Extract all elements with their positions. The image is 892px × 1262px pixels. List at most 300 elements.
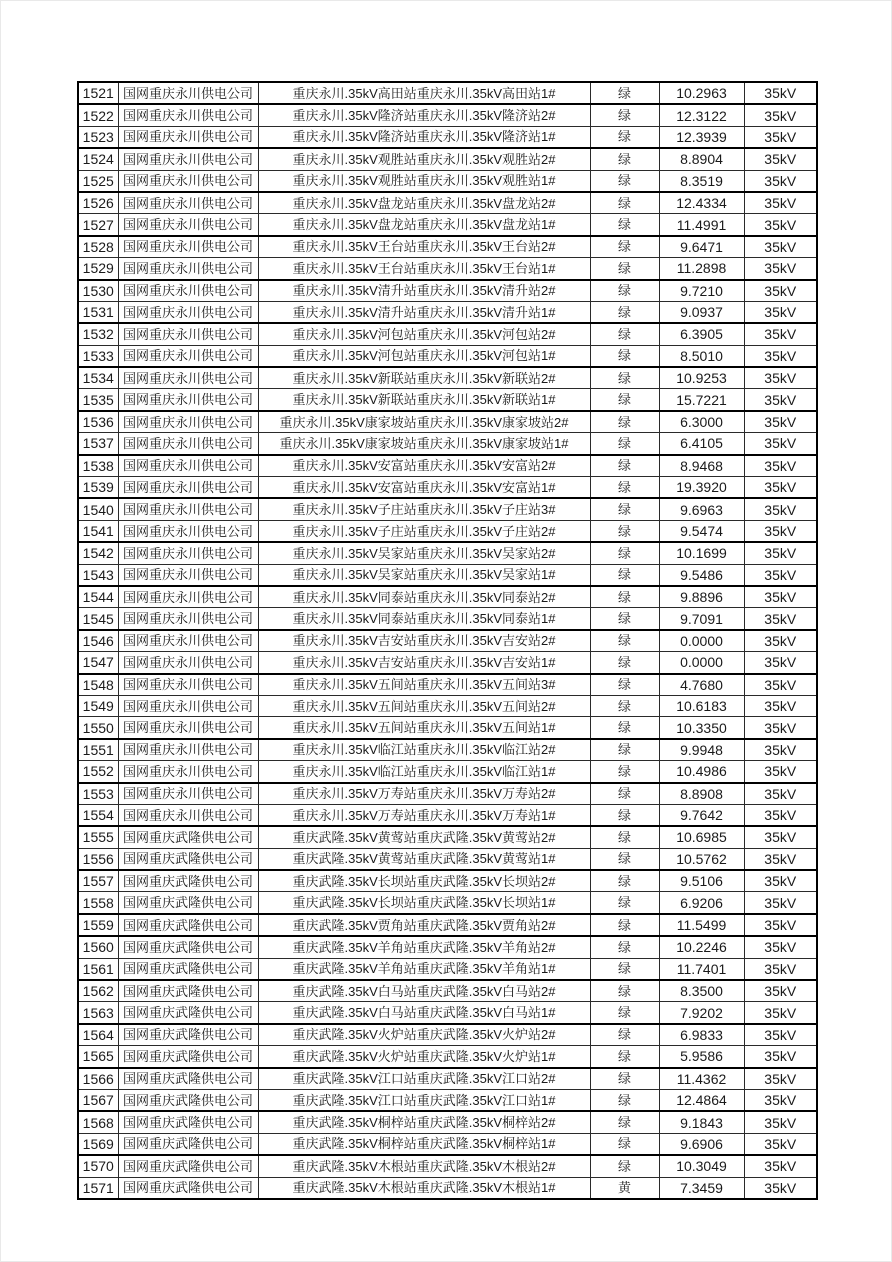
status-cell: 绿	[590, 1024, 659, 1046]
transformer-cell: 重庆永川.35kV吉安站重庆永川.35kV吉安站1#	[258, 652, 590, 674]
row-number-cell: 1534	[78, 367, 118, 389]
table-row	[78, 104, 817, 126]
company-cell: 国网重庆永川供电公司	[118, 674, 258, 696]
status-cell: 绿	[590, 258, 659, 280]
company-cell: 国网重庆武隆供电公司	[118, 1024, 258, 1046]
row-number-cell: 1536	[78, 411, 118, 433]
company-cell: 国网重庆永川供电公司	[118, 695, 258, 716]
row-number-cell: 1556	[78, 848, 118, 870]
company-cell: 国网重庆永川供电公司	[118, 280, 258, 302]
status-cell: 绿	[590, 301, 659, 323]
table-row	[78, 739, 817, 761]
value-cell: 6.3000	[659, 411, 744, 433]
table-row	[78, 542, 817, 564]
table-row	[78, 826, 817, 848]
value-cell: 15.7221	[659, 389, 744, 411]
voltage-cell: 35kV	[744, 761, 817, 783]
table-row	[78, 564, 817, 586]
value-cell: 10.5762	[659, 848, 744, 870]
company-cell: 国网重庆永川供电公司	[118, 345, 258, 367]
transformer-cell: 重庆武隆.35kV黄莺站重庆武隆.35kV黄莺站1#	[258, 848, 590, 870]
transformer-cell: 重庆永川.35kV五间站重庆永川.35kV五间站2#	[258, 695, 590, 716]
status-cell: 绿	[590, 280, 659, 302]
status-cell: 绿	[590, 739, 659, 761]
company-cell: 国网重庆永川供电公司	[118, 520, 258, 542]
table-row	[78, 258, 817, 280]
value-cell: 9.5106	[659, 870, 744, 892]
status-cell: 绿	[590, 542, 659, 564]
row-number-cell: 1560	[78, 936, 118, 958]
row-number-cell: 1550	[78, 717, 118, 739]
transformer-cell: 重庆武隆.35kV木根站重庆武隆.35kV木根站1#	[258, 1177, 590, 1199]
row-number-cell: 1552	[78, 761, 118, 783]
row-number-cell: 1565	[78, 1046, 118, 1068]
row-number-cell: 1523	[78, 126, 118, 148]
substation-table	[77, 81, 818, 1200]
company-cell: 国网重庆武隆供电公司	[118, 1089, 258, 1111]
voltage-cell: 35kV	[744, 630, 817, 652]
status-cell: 绿	[590, 1002, 659, 1024]
company-cell: 国网重庆武隆供电公司	[118, 1155, 258, 1177]
row-number-cell: 1568	[78, 1111, 118, 1133]
company-cell: 国网重庆永川供电公司	[118, 717, 258, 739]
company-cell: 国网重庆永川供电公司	[118, 367, 258, 389]
status-cell: 绿	[590, 1133, 659, 1155]
value-cell: 12.4864	[659, 1089, 744, 1111]
table-body	[78, 82, 817, 1199]
transformer-cell: 重庆永川.35kV临江站重庆永川.35kV临江站1#	[258, 761, 590, 783]
value-cell: 9.5486	[659, 564, 744, 586]
voltage-cell: 35kV	[744, 104, 817, 126]
table-row	[78, 695, 817, 716]
company-cell: 国网重庆永川供电公司	[118, 586, 258, 608]
transformer-cell: 重庆永川.35kV吴家站重庆永川.35kV吴家站2#	[258, 542, 590, 564]
voltage-cell: 35kV	[744, 848, 817, 870]
company-cell: 国网重庆永川供电公司	[118, 564, 258, 586]
company-cell: 国网重庆武隆供电公司	[118, 826, 258, 848]
company-cell: 国网重庆永川供电公司	[118, 170, 258, 192]
status-cell: 绿	[590, 804, 659, 826]
company-cell: 国网重庆永川供电公司	[118, 148, 258, 170]
company-cell: 国网重庆武隆供电公司	[118, 892, 258, 914]
row-number-cell: 1562	[78, 980, 118, 1002]
value-cell: 11.4362	[659, 1068, 744, 1090]
status-cell: 绿	[590, 1046, 659, 1068]
transformer-cell: 重庆武隆.35kV江口站重庆武隆.35kV江口站2#	[258, 1068, 590, 1090]
table-row	[78, 345, 817, 367]
table-row	[78, 433, 817, 455]
transformer-cell: 重庆武隆.35kV江口站重庆武隆.35kV江口站1#	[258, 1089, 590, 1111]
company-cell: 国网重庆永川供电公司	[118, 411, 258, 433]
transformer-cell: 重庆永川.35kV同泰站重庆永川.35kV同泰站2#	[258, 586, 590, 608]
status-cell: 绿	[590, 455, 659, 477]
row-number-cell: 1538	[78, 455, 118, 477]
company-cell: 国网重庆武隆供电公司	[118, 936, 258, 958]
status-cell: 绿	[590, 586, 659, 608]
voltage-cell: 35kV	[744, 695, 817, 716]
status-cell: 绿	[590, 520, 659, 542]
voltage-cell: 35kV	[744, 674, 817, 696]
value-cell: 9.6471	[659, 236, 744, 258]
value-cell: 12.3122	[659, 104, 744, 126]
voltage-cell: 35kV	[744, 280, 817, 302]
value-cell: 5.9586	[659, 1046, 744, 1068]
table-row	[78, 848, 817, 870]
table-row	[78, 455, 817, 477]
row-number-cell: 1559	[78, 914, 118, 936]
voltage-cell: 35kV	[744, 936, 817, 958]
table-row	[78, 1068, 817, 1090]
voltage-cell: 35kV	[744, 608, 817, 630]
value-cell: 11.5499	[659, 914, 744, 936]
value-cell: 9.7091	[659, 608, 744, 630]
row-number-cell: 1537	[78, 433, 118, 455]
value-cell: 8.3500	[659, 980, 744, 1002]
voltage-cell: 35kV	[744, 826, 817, 848]
row-number-cell: 1558	[78, 892, 118, 914]
table-row	[78, 192, 817, 214]
voltage-cell: 35kV	[744, 301, 817, 323]
company-cell: 国网重庆武隆供电公司	[118, 1046, 258, 1068]
value-cell: 10.3350	[659, 717, 744, 739]
row-number-cell: 1532	[78, 323, 118, 345]
value-cell: 9.7642	[659, 804, 744, 826]
company-cell: 国网重庆永川供电公司	[118, 608, 258, 630]
value-cell: 6.4105	[659, 433, 744, 455]
value-cell: 6.9206	[659, 892, 744, 914]
value-cell: 6.3905	[659, 323, 744, 345]
value-cell: 10.3049	[659, 1155, 744, 1177]
row-number-cell: 1524	[78, 148, 118, 170]
row-number-cell: 1522	[78, 104, 118, 126]
company-cell: 国网重庆永川供电公司	[118, 323, 258, 345]
transformer-cell: 重庆永川.35kV清升站重庆永川.35kV清升站1#	[258, 301, 590, 323]
company-cell: 国网重庆永川供电公司	[118, 652, 258, 674]
status-cell: 绿	[590, 630, 659, 652]
transformer-cell: 重庆永川.35kV王台站重庆永川.35kV王台站1#	[258, 258, 590, 280]
row-number-cell: 1545	[78, 608, 118, 630]
status-cell: 绿	[590, 192, 659, 214]
company-cell: 国网重庆永川供电公司	[118, 104, 258, 126]
status-cell: 绿	[590, 652, 659, 674]
value-cell: 10.6183	[659, 695, 744, 716]
table-row	[78, 717, 817, 739]
status-cell: 绿	[590, 980, 659, 1002]
row-number-cell: 1528	[78, 236, 118, 258]
voltage-cell: 35kV	[744, 1177, 817, 1199]
status-cell: 绿	[590, 126, 659, 148]
status-cell: 绿	[590, 477, 659, 499]
value-cell: 9.0937	[659, 301, 744, 323]
company-cell: 国网重庆永川供电公司	[118, 82, 258, 104]
company-cell: 国网重庆武隆供电公司	[118, 1002, 258, 1024]
table-row	[78, 652, 817, 674]
transformer-cell: 重庆武隆.35kV黄莺站重庆武隆.35kV黄莺站2#	[258, 826, 590, 848]
transformer-cell: 重庆武隆.35kV火炉站重庆武隆.35kV火炉站2#	[258, 1024, 590, 1046]
voltage-cell: 35kV	[744, 455, 817, 477]
value-cell: 9.9948	[659, 739, 744, 761]
voltage-cell: 35kV	[744, 1133, 817, 1155]
status-cell: 绿	[590, 82, 659, 104]
value-cell: 4.7680	[659, 674, 744, 696]
status-cell: 绿	[590, 1089, 659, 1111]
value-cell: 10.4986	[659, 761, 744, 783]
transformer-cell: 重庆永川.35kV隆济站重庆永川.35kV隆济站1#	[258, 126, 590, 148]
voltage-cell: 35kV	[744, 739, 817, 761]
row-number-cell: 1566	[78, 1068, 118, 1090]
company-cell: 国网重庆永川供电公司	[118, 804, 258, 826]
table-row	[78, 477, 817, 499]
voltage-cell: 35kV	[744, 411, 817, 433]
row-number-cell: 1543	[78, 564, 118, 586]
row-number-cell: 1521	[78, 82, 118, 104]
table-row	[78, 389, 817, 411]
voltage-cell: 35kV	[744, 870, 817, 892]
value-cell: 6.9833	[659, 1024, 744, 1046]
transformer-cell: 重庆永川.35kV子庄站重庆永川.35kV子庄站2#	[258, 520, 590, 542]
table-row	[78, 914, 817, 936]
value-cell: 12.4334	[659, 192, 744, 214]
row-number-cell: 1544	[78, 586, 118, 608]
value-cell: 11.7401	[659, 958, 744, 980]
table-row	[78, 608, 817, 630]
value-cell: 8.3519	[659, 170, 744, 192]
transformer-cell: 重庆永川.35kV观胜站重庆永川.35kV观胜站2#	[258, 148, 590, 170]
status-cell: 绿	[590, 345, 659, 367]
company-cell: 国网重庆武隆供电公司	[118, 1111, 258, 1133]
table-row	[78, 892, 817, 914]
table-row	[78, 804, 817, 826]
transformer-cell: 重庆武隆.35kV桐梓站重庆武隆.35kV桐梓站2#	[258, 1111, 590, 1133]
table-row	[78, 674, 817, 696]
table-row	[78, 1089, 817, 1111]
transformer-cell: 重庆武隆.35kV羊角站重庆武隆.35kV羊角站1#	[258, 958, 590, 980]
table-row	[78, 870, 817, 892]
status-cell: 绿	[590, 870, 659, 892]
voltage-cell: 35kV	[744, 323, 817, 345]
table-row	[78, 586, 817, 608]
table-row	[78, 82, 817, 104]
transformer-cell: 重庆武隆.35kV桐梓站重庆武隆.35kV桐梓站1#	[258, 1133, 590, 1155]
company-cell: 国网重庆永川供电公司	[118, 301, 258, 323]
status-cell: 绿	[590, 564, 659, 586]
voltage-cell: 35kV	[744, 345, 817, 367]
table-row	[78, 1177, 817, 1199]
status-cell: 绿	[590, 498, 659, 520]
status-cell: 绿	[590, 608, 659, 630]
table-row	[78, 126, 817, 148]
status-cell: 绿	[590, 848, 659, 870]
transformer-cell: 重庆永川.35kV隆济站重庆永川.35kV隆济站2#	[258, 104, 590, 126]
row-number-cell: 1526	[78, 192, 118, 214]
transformer-cell: 重庆永川.35kV新联站重庆永川.35kV新联站2#	[258, 367, 590, 389]
company-cell: 国网重庆永川供电公司	[118, 214, 258, 236]
voltage-cell: 35kV	[744, 477, 817, 499]
row-number-cell: 1525	[78, 170, 118, 192]
status-cell: 绿	[590, 783, 659, 805]
status-cell: 绿	[590, 433, 659, 455]
table-row	[78, 630, 817, 652]
status-cell: 绿	[590, 1155, 659, 1177]
row-number-cell: 1571	[78, 1177, 118, 1199]
table-row	[78, 1111, 817, 1133]
table-row	[78, 236, 817, 258]
company-cell: 国网重庆武隆供电公司	[118, 980, 258, 1002]
voltage-cell: 35kV	[744, 192, 817, 214]
status-cell: 绿	[590, 148, 659, 170]
voltage-cell: 35kV	[744, 1089, 817, 1111]
table-row	[78, 214, 817, 236]
table-row	[78, 1046, 817, 1068]
company-cell: 国网重庆永川供电公司	[118, 258, 258, 280]
status-cell: 绿	[590, 104, 659, 126]
value-cell: 9.6963	[659, 498, 744, 520]
value-cell: 9.6906	[659, 1133, 744, 1155]
transformer-cell: 重庆永川.35kV安富站重庆永川.35kV安富站1#	[258, 477, 590, 499]
status-cell: 绿	[590, 958, 659, 980]
value-cell: 0.0000	[659, 652, 744, 674]
status-cell: 绿	[590, 717, 659, 739]
company-cell: 国网重庆永川供电公司	[118, 498, 258, 520]
table-row	[78, 980, 817, 1002]
table-row	[78, 170, 817, 192]
transformer-cell: 重庆永川.35kV子庄站重庆永川.35kV子庄站3#	[258, 498, 590, 520]
transformer-cell: 重庆永川.35kV清升站重庆永川.35kV清升站2#	[258, 280, 590, 302]
value-cell: 9.8896	[659, 586, 744, 608]
table-row	[78, 1155, 817, 1177]
company-cell: 国网重庆武隆供电公司	[118, 1068, 258, 1090]
value-cell: 10.2246	[659, 936, 744, 958]
company-cell: 国网重庆永川供电公司	[118, 236, 258, 258]
table-row	[78, 323, 817, 345]
row-number-cell: 1530	[78, 280, 118, 302]
voltage-cell: 35kV	[744, 520, 817, 542]
row-number-cell: 1564	[78, 1024, 118, 1046]
status-cell: 绿	[590, 214, 659, 236]
table-row	[78, 280, 817, 302]
table-row	[78, 498, 817, 520]
table-row	[78, 301, 817, 323]
voltage-cell: 35kV	[744, 1111, 817, 1133]
transformer-cell: 重庆武隆.35kV贾角站重庆武隆.35kV贾角站2#	[258, 914, 590, 936]
voltage-cell: 35kV	[744, 717, 817, 739]
value-cell: 8.8904	[659, 148, 744, 170]
row-number-cell: 1546	[78, 630, 118, 652]
voltage-cell: 35kV	[744, 1024, 817, 1046]
row-number-cell: 1557	[78, 870, 118, 892]
transformer-cell: 重庆永川.35kV盘龙站重庆永川.35kV盘龙站2#	[258, 192, 590, 214]
transformer-cell: 重庆永川.35kV河包站重庆永川.35kV河包站1#	[258, 345, 590, 367]
value-cell: 7.3459	[659, 1177, 744, 1199]
row-number-cell: 1539	[78, 477, 118, 499]
value-cell: 19.3920	[659, 477, 744, 499]
value-cell: 10.6985	[659, 826, 744, 848]
row-number-cell: 1541	[78, 520, 118, 542]
voltage-cell: 35kV	[744, 498, 817, 520]
transformer-cell: 重庆永川.35kV新联站重庆永川.35kV新联站1#	[258, 389, 590, 411]
status-cell: 绿	[590, 170, 659, 192]
voltage-cell: 35kV	[744, 367, 817, 389]
company-cell: 国网重庆永川供电公司	[118, 739, 258, 761]
table-row	[78, 1133, 817, 1155]
row-number-cell: 1567	[78, 1089, 118, 1111]
transformer-cell: 重庆永川.35kV临江站重庆永川.35kV临江站2#	[258, 739, 590, 761]
table-row	[78, 1024, 817, 1046]
voltage-cell: 35kV	[744, 214, 817, 236]
voltage-cell: 35kV	[744, 170, 817, 192]
company-cell: 国网重庆永川供电公司	[118, 192, 258, 214]
company-cell: 国网重庆永川供电公司	[118, 389, 258, 411]
value-cell: 11.2898	[659, 258, 744, 280]
voltage-cell: 35kV	[744, 1155, 817, 1177]
value-cell: 8.9468	[659, 455, 744, 477]
table-row	[78, 936, 817, 958]
transformer-cell: 重庆永川.35kV观胜站重庆永川.35kV观胜站1#	[258, 170, 590, 192]
status-cell: 绿	[590, 367, 659, 389]
transformer-cell: 重庆武隆.35kV白马站重庆武隆.35kV白马站1#	[258, 1002, 590, 1024]
value-cell: 8.8908	[659, 783, 744, 805]
voltage-cell: 35kV	[744, 82, 817, 104]
transformer-cell: 重庆永川.35kV高田站重庆永川.35kV高田站1#	[258, 82, 590, 104]
transformer-cell: 重庆武隆.35kV长坝站重庆武隆.35kV长坝站2#	[258, 870, 590, 892]
value-cell: 9.1843	[659, 1111, 744, 1133]
row-number-cell: 1527	[78, 214, 118, 236]
voltage-cell: 35kV	[744, 564, 817, 586]
voltage-cell: 35kV	[744, 433, 817, 455]
voltage-cell: 35kV	[744, 1046, 817, 1068]
transformer-cell: 重庆永川.35kV康家坡站重庆永川.35kV康家坡站1#	[258, 433, 590, 455]
status-cell: 绿	[590, 1111, 659, 1133]
status-cell: 绿	[590, 914, 659, 936]
row-number-cell: 1553	[78, 783, 118, 805]
voltage-cell: 35kV	[744, 1068, 817, 1090]
row-number-cell: 1529	[78, 258, 118, 280]
status-cell: 绿	[590, 674, 659, 696]
voltage-cell: 35kV	[744, 1002, 817, 1024]
voltage-cell: 35kV	[744, 892, 817, 914]
transformer-cell: 重庆永川.35kV吉安站重庆永川.35kV吉安站2#	[258, 630, 590, 652]
value-cell: 10.1699	[659, 542, 744, 564]
transformer-cell: 重庆武隆.35kV火炉站重庆武隆.35kV火炉站1#	[258, 1046, 590, 1068]
row-number-cell: 1563	[78, 1002, 118, 1024]
table-row	[78, 958, 817, 980]
transformer-cell: 重庆永川.35kV同泰站重庆永川.35kV同泰站1#	[258, 608, 590, 630]
table-row	[78, 367, 817, 389]
transformer-cell: 重庆永川.35kV安富站重庆永川.35kV安富站2#	[258, 455, 590, 477]
voltage-cell: 35kV	[744, 258, 817, 280]
company-cell: 国网重庆永川供电公司	[118, 542, 258, 564]
status-cell: 绿	[590, 389, 659, 411]
company-cell: 国网重庆永川供电公司	[118, 477, 258, 499]
company-cell: 国网重庆武隆供电公司	[118, 848, 258, 870]
transformer-cell: 重庆永川.35kV五间站重庆永川.35kV五间站1#	[258, 717, 590, 739]
table-row	[78, 411, 817, 433]
transformer-cell: 重庆永川.35kV五间站重庆永川.35kV五间站3#	[258, 674, 590, 696]
value-cell: 10.2963	[659, 82, 744, 104]
company-cell: 国网重庆永川供电公司	[118, 455, 258, 477]
company-cell: 国网重庆武隆供电公司	[118, 914, 258, 936]
voltage-cell: 35kV	[744, 389, 817, 411]
company-cell: 国网重庆武隆供电公司	[118, 870, 258, 892]
value-cell: 8.5010	[659, 345, 744, 367]
status-cell: 绿	[590, 411, 659, 433]
transformer-cell: 重庆永川.35kV康家坡站重庆永川.35kV康家坡站2#	[258, 411, 590, 433]
value-cell: 11.4991	[659, 214, 744, 236]
value-cell: 12.3939	[659, 126, 744, 148]
status-cell: 绿	[590, 1068, 659, 1090]
row-number-cell: 1533	[78, 345, 118, 367]
table-row	[78, 1002, 817, 1024]
